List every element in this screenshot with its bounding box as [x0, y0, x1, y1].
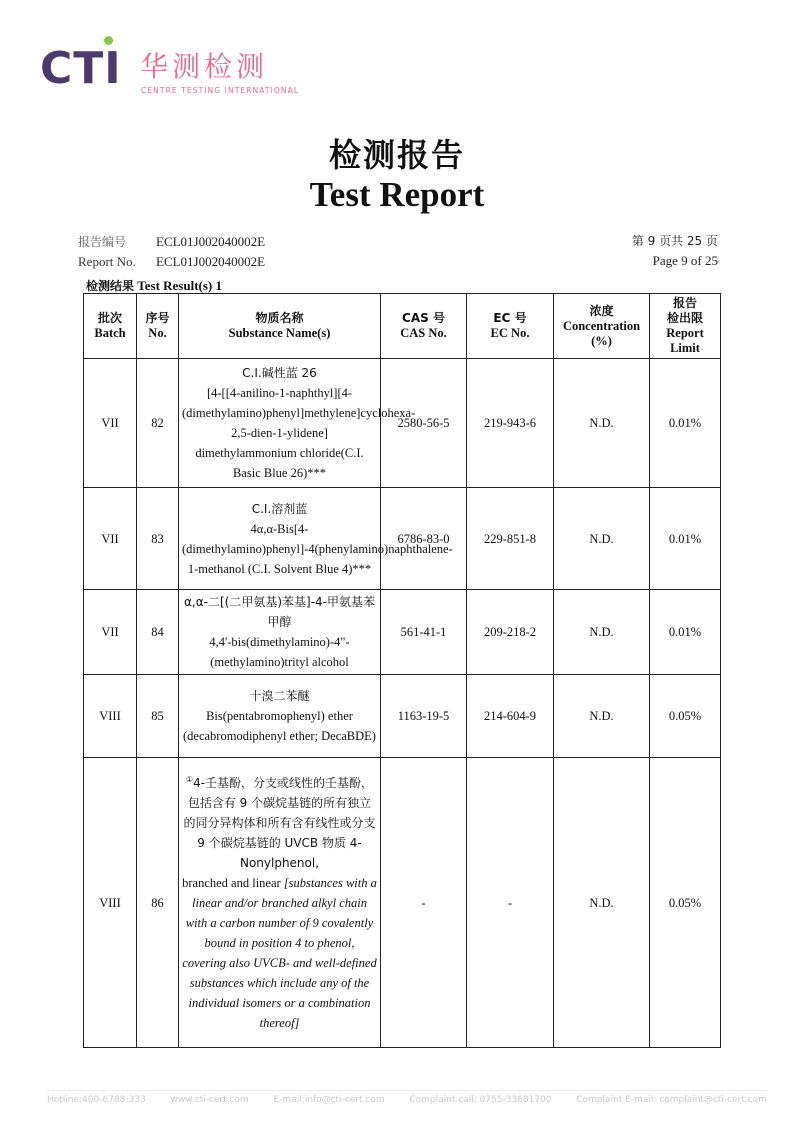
cell-limit: 0.01% — [650, 590, 721, 675]
cell-batch: VIII — [84, 675, 137, 758]
page-footer — [47, 1090, 767, 1105]
header-limit-en1: Report — [666, 326, 704, 340]
footer-hotline: Hotline:400-6788-333 — [47, 1095, 146, 1105]
substance-name-cn: C.I.溶剂蓝 — [251, 501, 308, 516]
cell-cas: 6786-83-0 — [381, 488, 467, 590]
cell-no: 84 — [137, 590, 179, 675]
table-row — [84, 675, 721, 758]
logo-name-en: CENTRE TESTING INTERNATIONAL — [141, 86, 300, 95]
section-title-cn: 检测结果 — [86, 279, 135, 293]
substance-name-en: [4-[[4-anilino-1-naphthyl][4-(dimethylamino)phenyl]methylene]cyclohexa-2,5-dien-1-ylidene] dimethylammonium chloride(C.I. Basic Blue 26)*** — [182, 386, 416, 480]
page-number-block — [632, 232, 718, 270]
cell-cas: 2580-56-5 — [381, 359, 467, 488]
cell-limit: 0.01% — [650, 359, 721, 488]
cell-no: 86 — [137, 758, 179, 1048]
test-results-table — [83, 293, 721, 1048]
substance-name-cn: α,α-二[(二甲氨基)苯基]-4-甲氨基苯甲醇 — [184, 595, 375, 629]
header-substance-cn: 物质名称 — [255, 311, 304, 325]
cell-substance — [179, 675, 381, 758]
cell-no: 85 — [137, 675, 179, 758]
cell-batch: VIII — [84, 758, 137, 1048]
header-substance — [179, 294, 381, 359]
cell-ec: 209-218-2 — [467, 590, 554, 675]
substance-name-cn: 十溴二苯醚 — [249, 689, 310, 703]
header-conc-unit: (%) — [591, 333, 612, 348]
cell-batch: VII — [84, 590, 137, 675]
table-header-row — [84, 294, 721, 359]
cell-cas: - — [381, 758, 467, 1048]
substance-name-en-italic: [substances with a linear and/or branched alkyl chain with a carbon number of 9 covalently bound in position 4 to phenol, covering also UVCB- and well-defined substances which include any of the individual isomers or a combination thereof] — [182, 875, 377, 1030]
substance-name-cn-text: 4-壬基酚，分支或线性的壬基酚，包括含有 9 个碳烷基链的所有独立的同分异构体和所有含有线性或分支 9 个碳烷基链的 UVCB 物质 4-Nonylphenol, — [183, 775, 376, 870]
substance-name-en: 4,4'-bis(dimethylamino)-4"-(methylamino)trityl alcohol — [209, 635, 350, 669]
cell-concentration: N.D. — [554, 675, 650, 758]
cell-batch: VII — [84, 488, 137, 590]
header-limit-cn2: 检出限 — [666, 311, 703, 325]
footer-complaint-email: Complaint E-mail: complaint@cti-cert.com — [576, 1095, 767, 1105]
page-title-en: Test Report — [309, 175, 485, 214]
logo-name-cn: 华测检测 — [140, 50, 269, 83]
header-cas-cn: CAS 号 — [402, 311, 445, 325]
header-batch — [84, 294, 137, 359]
logo-brand: CTI — [40, 43, 122, 94]
section-title — [86, 277, 222, 294]
header-batch-cn: 批次 — [97, 311, 122, 325]
cell-cas: 561-41-1 — [381, 590, 467, 675]
section-title-en: Test Result(s) 1 — [137, 278, 223, 293]
header-batch-en: Batch — [94, 326, 126, 340]
header-no-en: No. — [148, 326, 167, 340]
header-cas-en: CAS No. — [400, 326, 447, 340]
cell-no: 83 — [137, 488, 179, 590]
page-title-cn: 检测报告 — [328, 136, 465, 174]
cell-concentration: N.D. — [554, 590, 650, 675]
report-no-value-cn: ECL01J002040002E — [156, 234, 266, 249]
report-number-block — [78, 232, 265, 271]
header-no — [137, 294, 179, 359]
cell-substance — [179, 590, 381, 675]
company-logo — [40, 36, 310, 100]
cell-concentration: N.D. — [554, 359, 650, 488]
cell-ec: 229-851-8 — [467, 488, 554, 590]
substance-name-en: branched and linear — [182, 875, 281, 890]
page-number-cn: 第 9 页共 25 页 — [631, 234, 718, 248]
cell-concentration: N.D. — [554, 488, 650, 590]
substance-name-cn: C.I.碱性蓝 26 — [242, 366, 317, 380]
header-limit-cn1: 报告 — [672, 296, 697, 310]
cell-limit: 0.01% — [650, 488, 721, 590]
header-no-cn: 序号 — [145, 311, 170, 325]
cell-ec: - — [467, 758, 554, 1048]
cell-concentration: N.D. — [554, 758, 650, 1048]
page-number-en: Page 9 of 25 — [652, 253, 718, 268]
cell-no: 82 — [137, 359, 179, 488]
table-row — [84, 359, 721, 488]
report-no-value-en: ECL01J002040002E — [156, 254, 266, 269]
table-row — [84, 488, 721, 590]
footnote-mark: ① — [185, 774, 194, 784]
cell-limit: 0.05% — [650, 675, 721, 758]
header-ec-cn: EC 号 — [493, 311, 527, 325]
cell-cas: 1163-19-5 — [381, 675, 467, 758]
cell-ec: 214-604-9 — [467, 675, 554, 758]
footer-website: www.cti-cert.com — [170, 1095, 249, 1105]
table-row — [84, 758, 721, 1048]
header-limit-en2: Limit — [670, 341, 700, 355]
report-no-label-cn: 报告编号 — [78, 235, 127, 249]
substance-name-cn — [182, 773, 377, 873]
header-conc-cn: 浓度 — [589, 303, 614, 318]
substance-name-en: 4α,α-Bis[4-(dimethylamino)phenyl]-4(phenylamino)naphthalene-1-methanol (C.I. Solvent Blue 4)*** — [182, 521, 453, 576]
footer-complaint-call: Complaint call: 0755-33681700 — [409, 1095, 552, 1105]
substance-name-en: Bis(pentabromophenyl) ether (decabromodiphenyl ether; DecaBDE) — [183, 709, 376, 743]
report-no-label-en: Report No. — [78, 254, 136, 269]
header-ec-en: EC No. — [490, 326, 530, 340]
header-conc-en: Concentration — [562, 318, 641, 333]
cell-substance — [179, 359, 416, 488]
header-ec — [467, 294, 554, 359]
header-cas — [381, 294, 467, 359]
cell-ec: 219-943-6 — [467, 359, 554, 488]
cell-limit: 0.05% — [650, 758, 721, 1048]
header-limit — [650, 294, 721, 359]
header-concentration — [554, 294, 650, 359]
cell-substance — [179, 758, 381, 1048]
header-substance-en: Substance Name(s) — [228, 326, 331, 340]
cell-batch: VII — [84, 359, 137, 488]
table-row — [84, 590, 721, 675]
footer-email: E-mail:info@cti-cert.com — [273, 1095, 385, 1105]
